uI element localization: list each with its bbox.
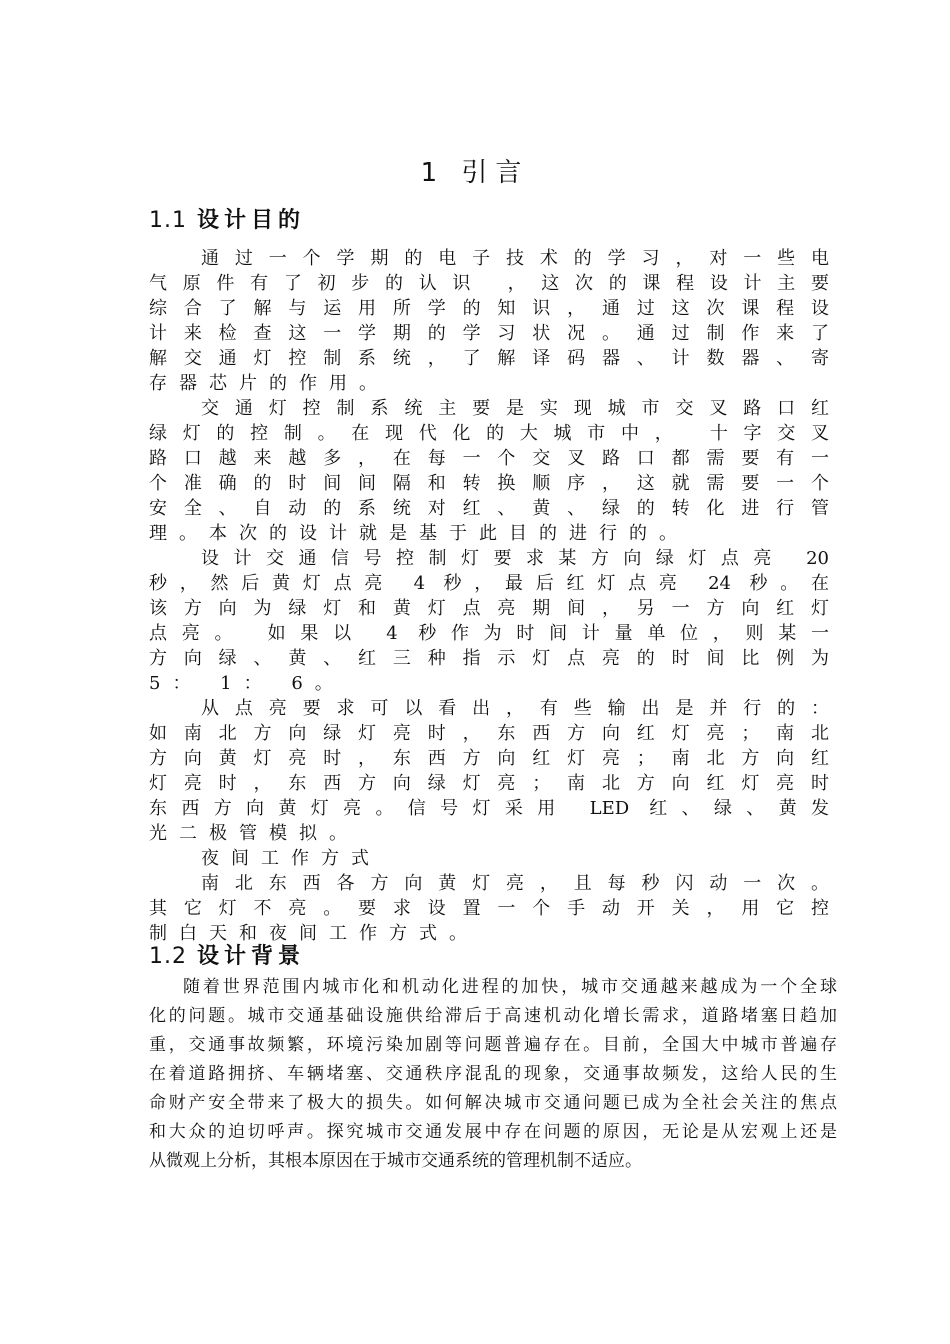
text-line: 理。本次的设计就是基于此目的进行的。 xyxy=(149,523,689,544)
text-line: 5： 1： 6。 xyxy=(149,673,345,694)
text-line: 从微观上分析，其根本原因在于城市交通系统的管理机制不适应。 xyxy=(149,1151,642,1171)
text-line: 秒，然后黄灯点亮 4 秒，最后红灯点亮 24 秒。在 xyxy=(149,573,829,594)
section-title: 设计背景 xyxy=(197,944,306,969)
text-line: 解交通灯控制系统，了解译码器、计数器、寄 xyxy=(149,348,829,369)
text-line: 交通灯控制系统主要是实现城市交叉路口红 xyxy=(201,398,829,419)
text-line: 通过一个学期的电子技术的学习，对一些电 xyxy=(201,248,829,269)
section-1-1-body xyxy=(149,246,829,946)
section-1-2-body xyxy=(149,973,837,1176)
section-title: 设计目的 xyxy=(197,208,306,233)
text-line: 其它灯不亮。要求设置一个手动开关，用它控 xyxy=(149,898,829,919)
text-line: 安全、自动的系统对红、黄、绿的转化进行管 xyxy=(149,498,829,519)
text-line: 气原件有了初步的认识 ，这次的课程设计主要 xyxy=(149,273,829,294)
text-line: 南北东西各方向黄灯亮，且每秒闪动一次。 xyxy=(201,873,829,894)
text-line: 计来检查这一学期的学习状况。通过制作来了 xyxy=(149,323,829,344)
text-line: 制白天和夜间工作方式。 xyxy=(149,923,479,944)
section-number: 1.2 xyxy=(149,944,187,969)
text-line: 如南北方向绿灯亮时，东西方向红灯亮；南北 xyxy=(149,723,829,744)
text-line: 存器芯片的作用。 xyxy=(149,373,389,394)
text-line: 和大众的迫切呼声。探究城市交通发展中存在问题的原因，无论是从宏观上还是 xyxy=(149,1122,837,1142)
text-line: 方向黄灯亮时，东西方向红灯亮；南北方向红 xyxy=(149,748,829,769)
text-line: 光二极管模拟。 xyxy=(149,823,359,844)
text-line: 从点亮要求可以看出，有些输出是并行的： xyxy=(201,698,829,719)
text-line: 灯亮时，东西方向绿灯亮；南北方向红灯亮时 xyxy=(149,773,829,794)
text-line: 重，交通事故频繁，环境污染加剧等问题普遍存在。目前，全国大中城市普遍存 xyxy=(149,1035,837,1055)
text-line: 东西方向黄灯亮。信号灯采用 LED 红、绿、黄发 xyxy=(149,798,829,819)
section-heading-1-2 xyxy=(149,942,305,972)
text-line: 在着道路拥挤、车辆堵塞、交通秩序混乱的现象，交通事故频发，这给人民的生 xyxy=(149,1064,837,1084)
section-heading-1-1 xyxy=(149,206,305,236)
text-line: 化的问题。城市交通基础设施供给滞后于高速机动化增长需求，道路堵塞日趋加 xyxy=(149,1006,837,1026)
chapter-title: 1 引言 xyxy=(420,158,530,188)
text-line: 命财产安全带来了极大的损失。如何解决城市交通问题已成为全社会关注的焦点 xyxy=(149,1093,837,1113)
text-line: 个准确的时间间隔和转换顺序，这就需要一个 xyxy=(149,473,829,494)
text-line: 方向绿、黄、红三种指示灯点亮的时间比例为 xyxy=(149,648,829,669)
text-line: 随着世界范围内城市化和机动化进程的加快，城市交通越来越成为一个全球 xyxy=(183,977,837,997)
text-line: 该方向为绿灯和黄灯点亮期间，另一方向红灯 xyxy=(149,598,829,619)
text-line: 夜间工作方式 xyxy=(201,848,381,869)
text-line: 综合了解与运用所学的知识，通过这次课程设 xyxy=(149,298,829,319)
text-line: 绿灯的控制。在现代化的大城市中， 十字交叉 xyxy=(149,423,829,444)
text-line: 设计交通信号控制灯要求某方向绿灯点亮 20 xyxy=(201,548,829,569)
section-number: 1.1 xyxy=(149,208,187,233)
text-line: 路口越来越多，在每一个交叉路口都需要有一 xyxy=(149,448,829,469)
text-line: 点亮。 如果以 4 秒作为时间计量单位，则某一 xyxy=(149,623,829,644)
